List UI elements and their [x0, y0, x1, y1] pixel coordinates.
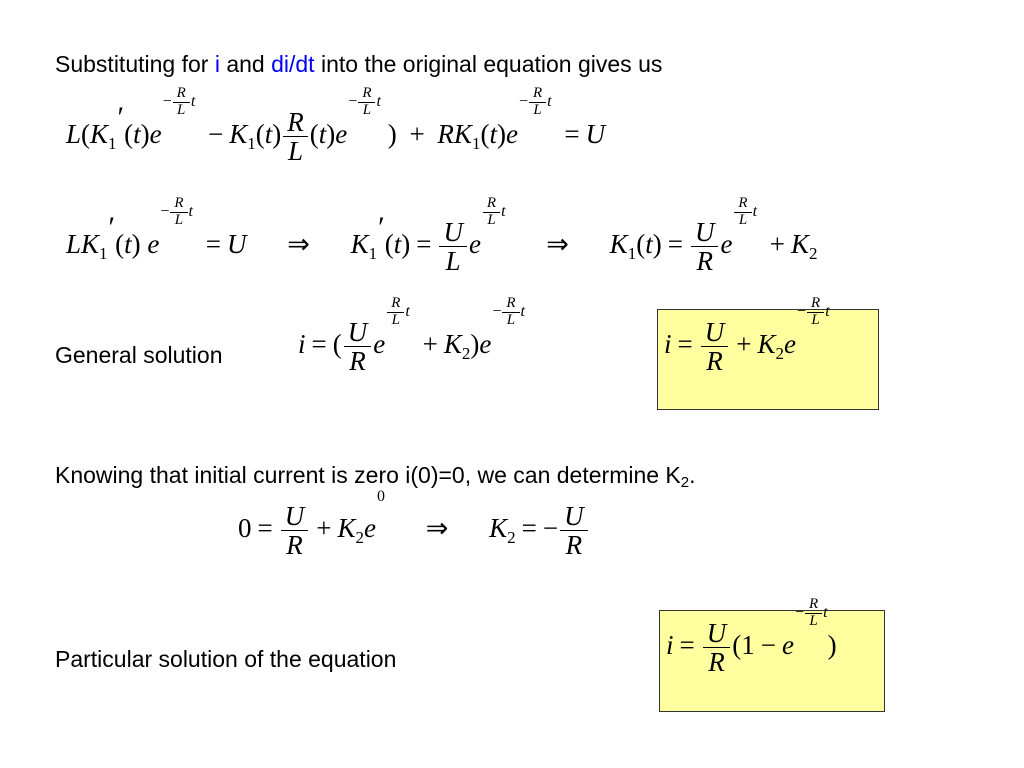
- variable-didt: di/dt: [271, 51, 315, 77]
- equation-k2: 0 = $\frac{U}{R}$ + $K_2e0$ ⇒ $K_2$ = − $\frac{U}{R}$: [238, 502, 590, 602]
- intro-text: Substituting for i and di/dt into the original equation gives us: [55, 51, 663, 77]
- equation-particular: i = $\frac{U}{R}$ (1 − e− $\frac{R}{L}$ t): [666, 596, 837, 678]
- equation-substituted: $L(K_1'(t)e-$ $\frac{R}{L}$ $t - K_1(t)$ $\frac{R}{L}$ (t)e− $\frac{R}{L}$ t ) + $RK_1(t)e-$ $\frac{R}{L}$ t = U: [66, 85, 606, 167]
- equation-chain: $LK_1'(t)$ e− $\frac{R}{L}$ t = U ⇒ $K_1'(t)$ = $\frac{U}{L}$ e $\frac{R}{L}$ t ⇒ $K_1(t)$ = $\frac{U}{R}$ e $\frac{R}{L}$ $t + K_2$: [66, 195, 818, 277]
- particular-solution-label: Particular solution of the equation: [55, 646, 397, 672]
- general-solution-label: General solution: [55, 342, 223, 368]
- initial-condition-text: Knowing that initial current is zero i(0)=0, we can determine $K_2$.: [55, 462, 696, 491]
- equation-general: i = ( $\frac{U}{R}$ e $\frac{R}{L}$ $t + K_2)e-$ $\frac{R}{L}$ t: [298, 295, 525, 377]
- variable-i: i: [214, 51, 220, 77]
- equation-general-boxed: i = $\frac{U}{R}$ + $K_2e-$ $\frac{R}{L}$ t: [664, 295, 830, 377]
